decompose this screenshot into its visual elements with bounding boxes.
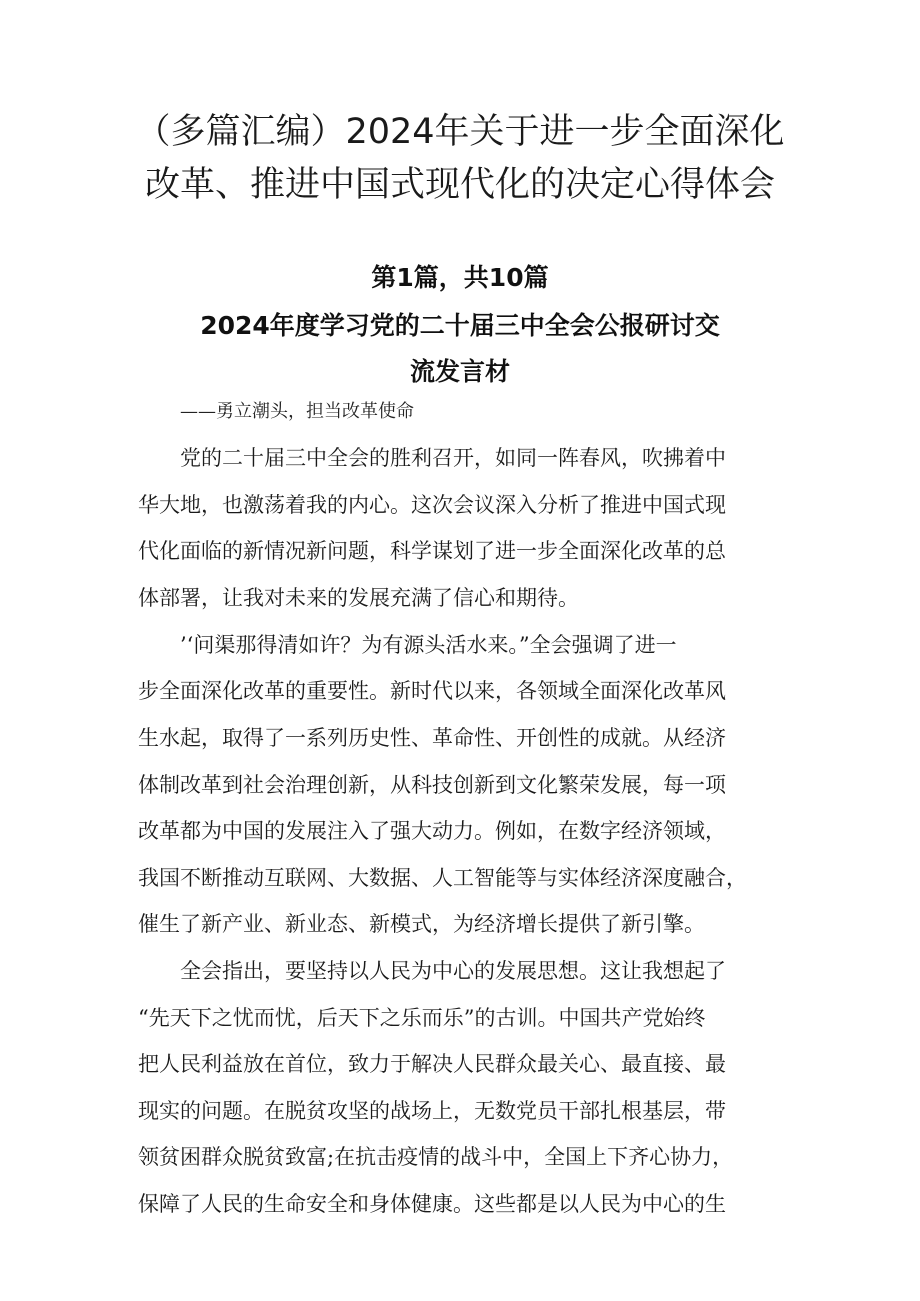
paragraph-line: 步全面深化改革的重要性。新时代以来，各领域全面深化改革风 (138, 679, 726, 703)
article-title-line-1: 2024年度学习党的二十届三中全会公报研讨交 (200, 311, 720, 340)
paragraph-line: 改革都为中国的发展注入了强大动力。例如，在数字经济领域， (138, 819, 726, 843)
paragraph-line: 全会指出，要坚持以人民为中心的发展思想。这让我想起了 (180, 959, 726, 983)
paragraph-line: 我国不断推动互联网、大数据、人工智能等与实体经济深度融合， (138, 866, 747, 890)
paragraph-line: 体制改革到社会治理创新，从科技创新到文化繁荣发展，每一项 (138, 773, 726, 797)
article-title-line-2: 流发言材 (409, 357, 510, 386)
part-label: 第1篇，共10篇 (371, 263, 549, 292)
paragraph-line: 保障了人民的生命安全和身体健康。这些都是以人民为中心的生 (138, 1192, 726, 1216)
paragraph-line: 催生了新产业、新业态、新模式，为经济增长提供了新引擎。 (138, 912, 705, 936)
paragraph-line: 华大地，也激荡着我的内心。这次会议深入分析了推进中国式现 (138, 493, 726, 517)
paragraph-line: 生水起，取得了一系列历史性、革命性、开创性的成就。从经济 (138, 726, 726, 750)
paragraph-line: 体部署，让我对未来的发展充满了信心和期待。 (138, 586, 579, 610)
paragraph-line: 现实的问题。在脱贫攻坚的战场上，无数党员干部扎根基层，带 (138, 1099, 726, 1123)
paragraph-line: 党的二十届三中全会的胜利召开，如同一阵春风，吹拂着中 (180, 446, 726, 470)
paragraph-line: “先天下之忧而忧，后天下之乐而乐”的古训。中国共产党始终 (138, 1006, 706, 1030)
paragraph-line: ’‘问渠那得清如许？为有源头活水来。”全会强调了进一 (180, 633, 677, 657)
paragraph-line: 把人民利益放在首位，致力于解决人民群众最关心、最直接、最 (138, 1052, 726, 1076)
document-title-line-2: 改革、推进中国式现代化的决定心得体会 (144, 165, 775, 205)
document-title-line-1: （多篇汇编）2024年关于进一步全面深化 (135, 112, 785, 152)
paragraph-line: 代化面临的新情况新问题，科学谋划了进一步全面深化改革的总 (138, 539, 726, 563)
article-subtitle: ——勇立潮头，担当改革使命 (180, 401, 414, 422)
paragraph-line: 领贫困群众脱贫致富;在抗击疫情的战斗中，全国上下齐心协力， (138, 1145, 734, 1169)
